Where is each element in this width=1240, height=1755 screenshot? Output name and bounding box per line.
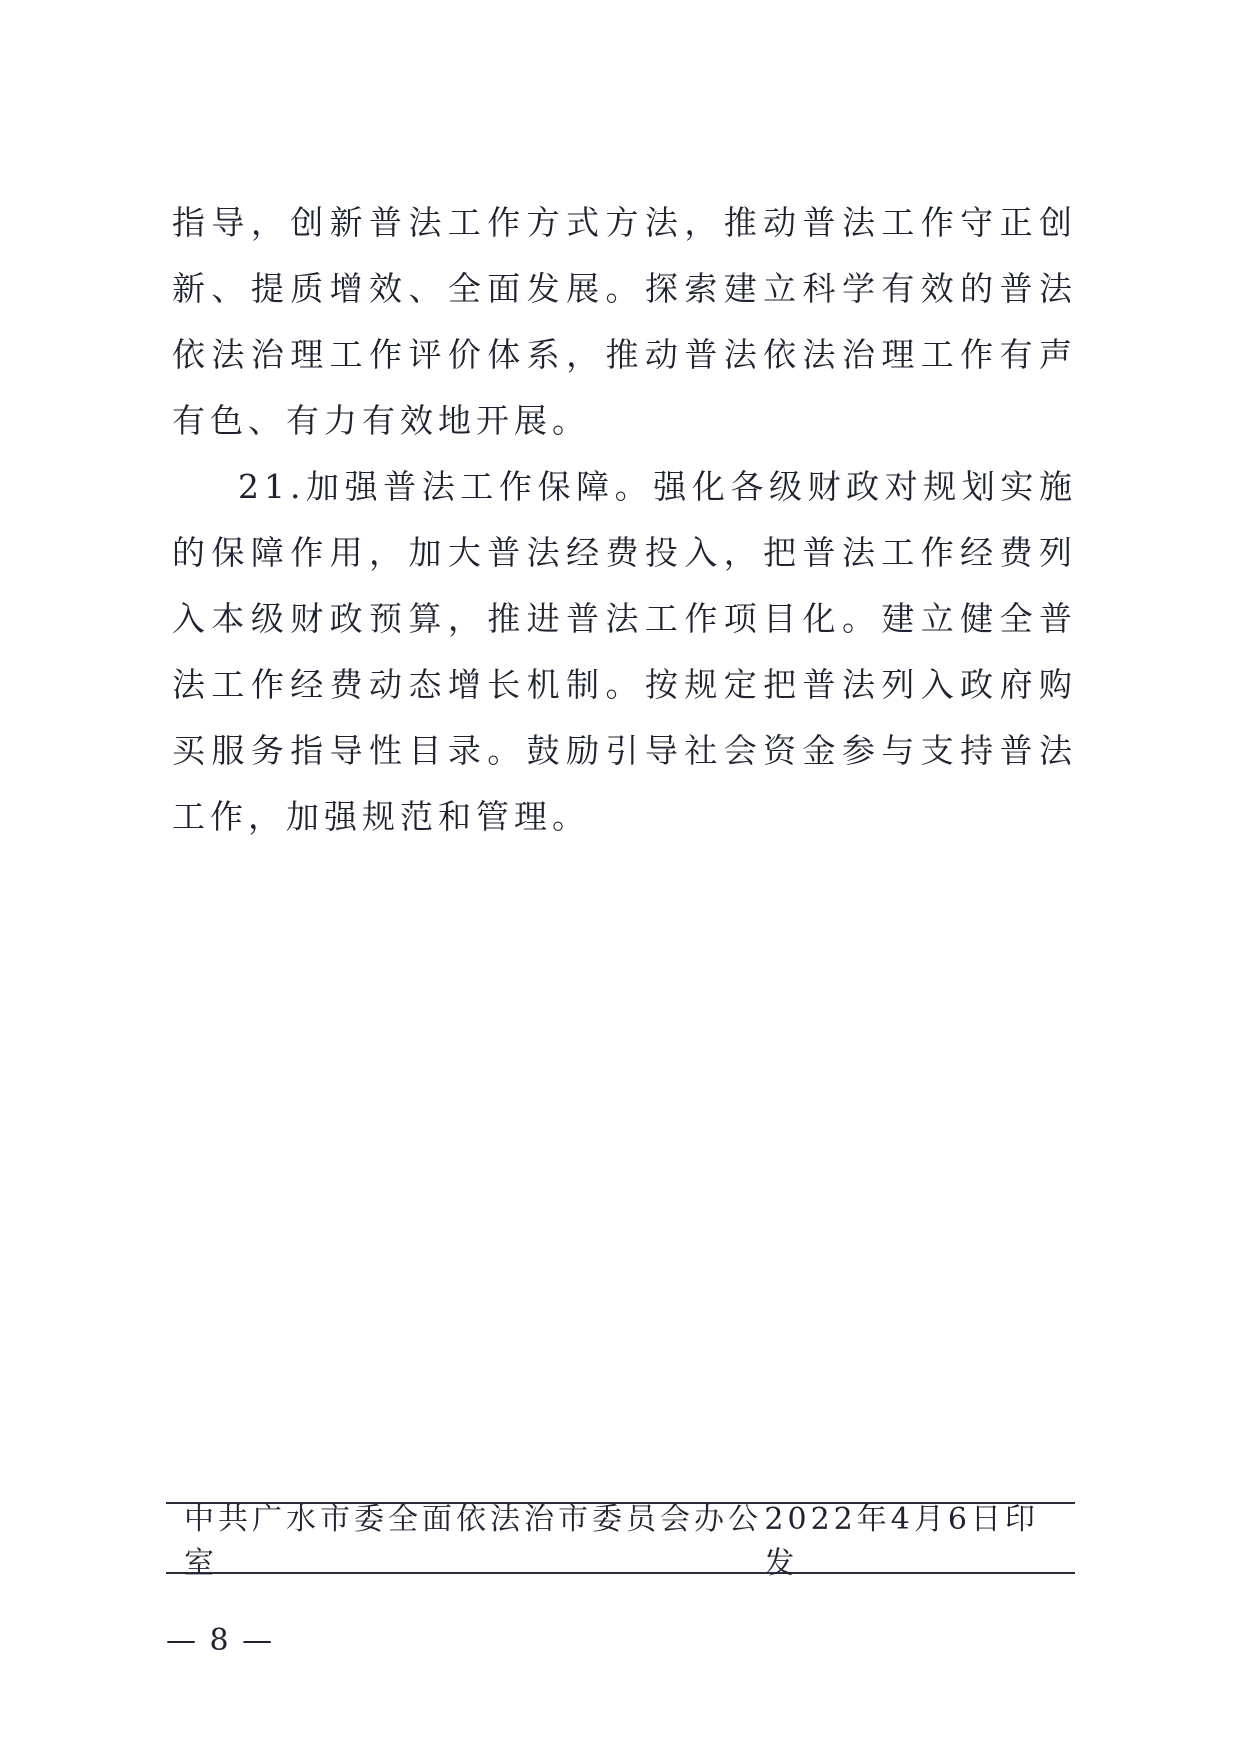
body-text [172, 190, 1077, 850]
paragraph-evaluation-system: 指导，创新普法工作方式方法，推动普法工作守正创新、提质增效、全面发展。探索建立科学有效的普法依法治理工作评价体系，推动普法依法治理工作有声有色、有力有效地开展。 [172, 203, 1077, 440]
issuing-office: 中共广水市委全面依法治市委员会办公室 [184, 1502, 762, 1581]
page-number: — 8 — [166, 1623, 275, 1658]
paragraph-funding-guarantee: 21.加强普法工作保障。强化各级财政对规划实施的保障作用，加大普法经费投入，把普法工作经费列入本级财政预算，推进普法工作项目化。建立健全普法工作经费动态增长机制。按规定把普法列入政府购买服务指导性目录。鼓励引导社会资金参与支持普法工作，加强规范和管理。 [172, 467, 1077, 836]
issue-date: 2022年4月6日印发 [764, 1502, 1039, 1581]
imprint-line [166, 1502, 1075, 1581]
